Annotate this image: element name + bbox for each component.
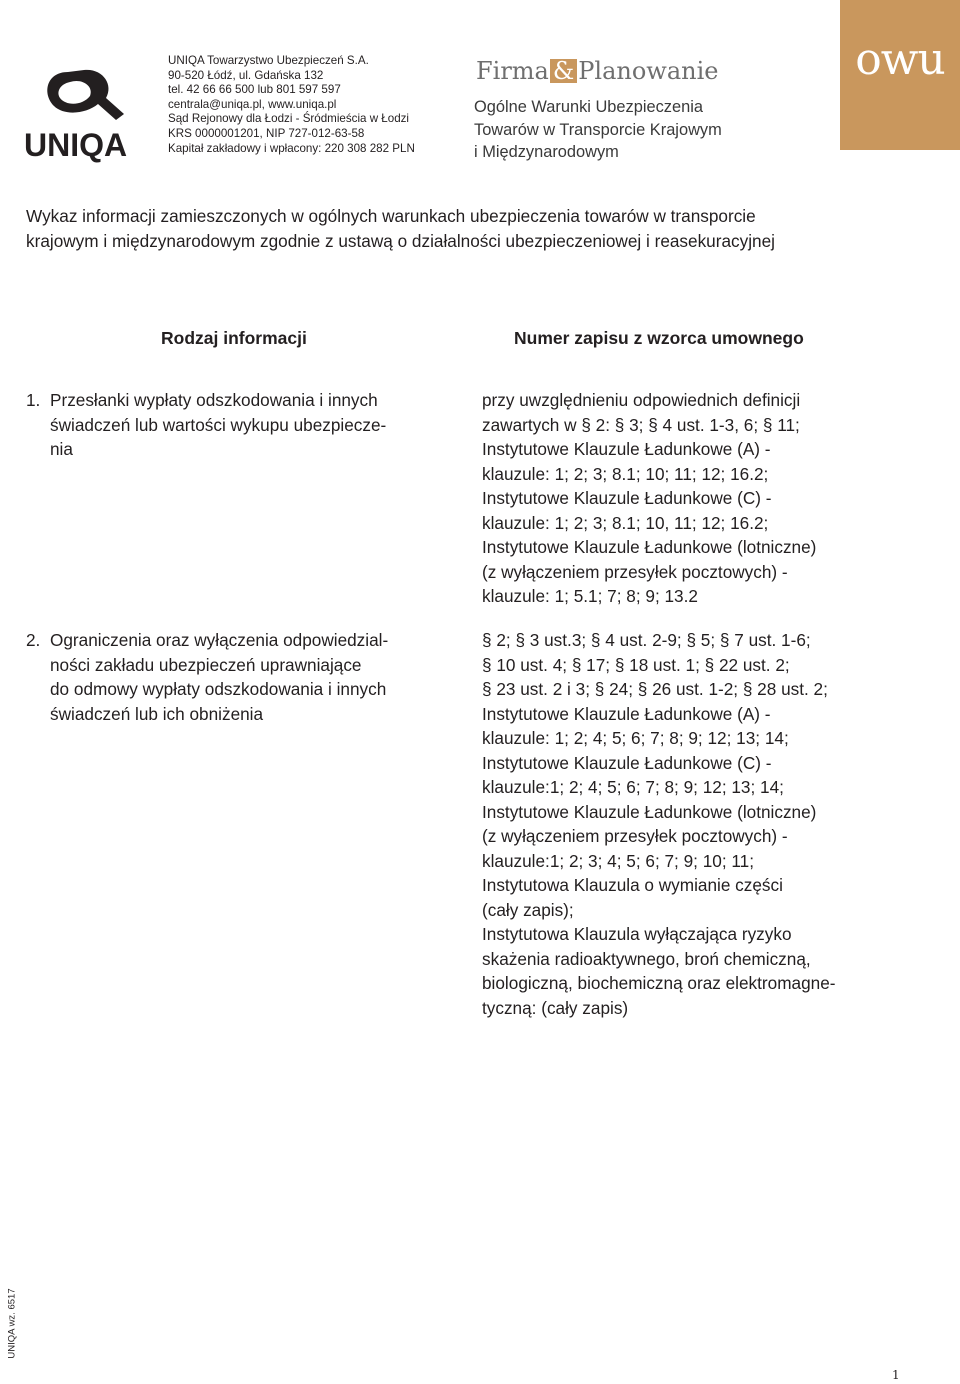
item-line: nia — [50, 439, 73, 459]
item-line: do odmowy wypłaty odszkodowania i innych — [50, 679, 387, 699]
reference-line: klauzule:1; 2; 3; 4; 5; 6; 7; 9; 10; 11; — [482, 850, 754, 871]
subtitle-line: Ogólne Warunki Ubezpieczenia — [474, 98, 703, 116]
company-line: KRS 0000001201, NIP 727-012-63-58 — [168, 126, 365, 140]
reference-line: Instytutowe Klauzule Ładunkowe (lotniczne) — [482, 801, 817, 822]
uniqa-logo — [24, 64, 142, 164]
reference-line: Instytutowe Klauzule Ładunkowe (A) - — [482, 703, 771, 724]
item-line: świadczeń lub ich obniżenia — [50, 703, 264, 724]
company-info — [168, 54, 415, 156]
item-number: 1. — [26, 390, 41, 410]
reference-line: skażenia radioaktywnego, broń chemiczną, — [482, 948, 811, 969]
reference-line: Instytutowe Klauzule Ładunkowe (C) - — [482, 752, 772, 773]
company-line: Kapitał zakładowy i wpłacony: 220 308 282 PLN — [168, 141, 415, 155]
reference-line: § 10 ust. 4; § 17; § 18 ust. 1; § 22 ust. 2; — [482, 654, 790, 675]
reference-line: Instytutowa Klauzula o wymianie części — [482, 875, 783, 895]
reference-line: (cały zapis); — [482, 899, 574, 920]
intro-line: krajowym i międzynarodowym zgodnie z ustawą o działalności ubezpieczeniowej i reasekuracyjnej — [26, 230, 775, 251]
page-number: 1 — [892, 1368, 900, 1382]
company-line: 90-520 Łódź, ul. Gdańska 132 — [168, 68, 324, 82]
item-line: Ograniczenia oraz wyłączenia odpowiedzial- — [50, 630, 389, 650]
reference-line: zawartych w § 2: § 3; § 4 ust. 1-3, 6; § 11; — [482, 414, 800, 435]
item-1-references — [482, 388, 922, 609]
item-line: świadczeń lub wartości wykupu ubezpiecze- — [50, 414, 387, 435]
item-line: Przesłanki wypłaty odszkodowania i innych — [50, 390, 378, 410]
brand-part1: Firma — [476, 57, 549, 85]
reference-line: (z wyłączeniem przesyłek pocztowych) - — [482, 826, 788, 846]
company-line: Sąd Rejonowy dla Łodzi - Śródmieścia w Łodzi — [168, 112, 410, 126]
reference-line: § 2; § 3 ust.3; § 4 ust. 2-9; § 5; § 7 ust. 1-6; — [482, 630, 811, 650]
item-1-type — [26, 388, 446, 462]
reference-line: przy uwzględnieniu odpowiednich definicji — [482, 390, 801, 410]
reference-line: Instytutowe Klauzule Ładunkowe (A) - — [482, 439, 771, 459]
brand-part2: Planowanie — [578, 57, 719, 85]
company-line: centrala@uniqa.pl, www.uniqa.pl — [168, 97, 337, 111]
reference-line: klauzule:1; 2; 4; 5; 6; 7; 8; 9; 12; 13; 14; — [482, 777, 784, 797]
form-code: UNIQA wz. 6517 — [6, 1288, 18, 1359]
item-2-references — [482, 628, 922, 1020]
item-2-type — [26, 628, 446, 726]
owu-badge-text: owu — [855, 34, 945, 85]
brand-title — [476, 56, 718, 86]
intro-text — [26, 204, 926, 253]
reference-line: klauzule: 1; 5.1; 7; 8; 9; 13.2 — [482, 586, 698, 606]
item-number: 2. — [26, 630, 41, 650]
reference-line: (z wyłączeniem przesyłek pocztowych) - — [482, 561, 788, 582]
logo-wordmark: UNIQA — [24, 127, 128, 163]
reference-line: klauzule: 1; 2; 3; 8.1; 10, 11; 12; 16.2; — [482, 512, 769, 533]
reference-line: tyczną: (cały zapis) — [482, 997, 629, 1018]
column-header-left: Rodzaj informacji — [161, 328, 307, 348]
intro-line: Wykaz informacji zamieszczonych w ogólnych warunkach ubezpieczenia towarów w transporcie — [26, 206, 756, 226]
reference-line: Instytutowa Klauzula wyłączająca ryzyko — [482, 924, 792, 944]
reference-line: klauzule: 1; 2; 3; 8.1; 10; 11; 12; 16.2; — [482, 463, 769, 484]
item-line: ności zakładu ubezpieczeń uprawniające — [50, 654, 362, 675]
owu-badge — [840, 0, 960, 150]
column-header-right: Numer zapisu z wzorca umownego — [514, 328, 804, 348]
subtitle-line: Towarów w Transporcie Krajowym — [474, 120, 722, 139]
company-line: UNIQA Towarzystwo Ubezpieczeń S.A. — [168, 54, 369, 67]
reference-line: klauzule: 1; 2; 4; 5; 6; 7; 8; 9; 12; 13; 14; — [482, 728, 789, 748]
company-line: tel. 42 66 66 500 lub 801 597 597 — [168, 83, 341, 97]
subtitle-line: i Międzynarodowym — [474, 143, 619, 161]
reference-line: § 23 ust. 2 i 3; § 24; § 26 ust. 1-2; § 28 ust. 2; — [482, 679, 828, 699]
reference-line: Instytutowe Klauzule Ładunkowe (lotniczne) — [482, 537, 817, 557]
document-subtitle — [474, 96, 722, 164]
brand-ampersand: & — [550, 59, 577, 83]
reference-line: biologiczną, biochemiczną oraz elektromagne- — [482, 973, 836, 993]
reference-line: Instytutowe Klauzule Ładunkowe (C) - — [482, 488, 772, 508]
